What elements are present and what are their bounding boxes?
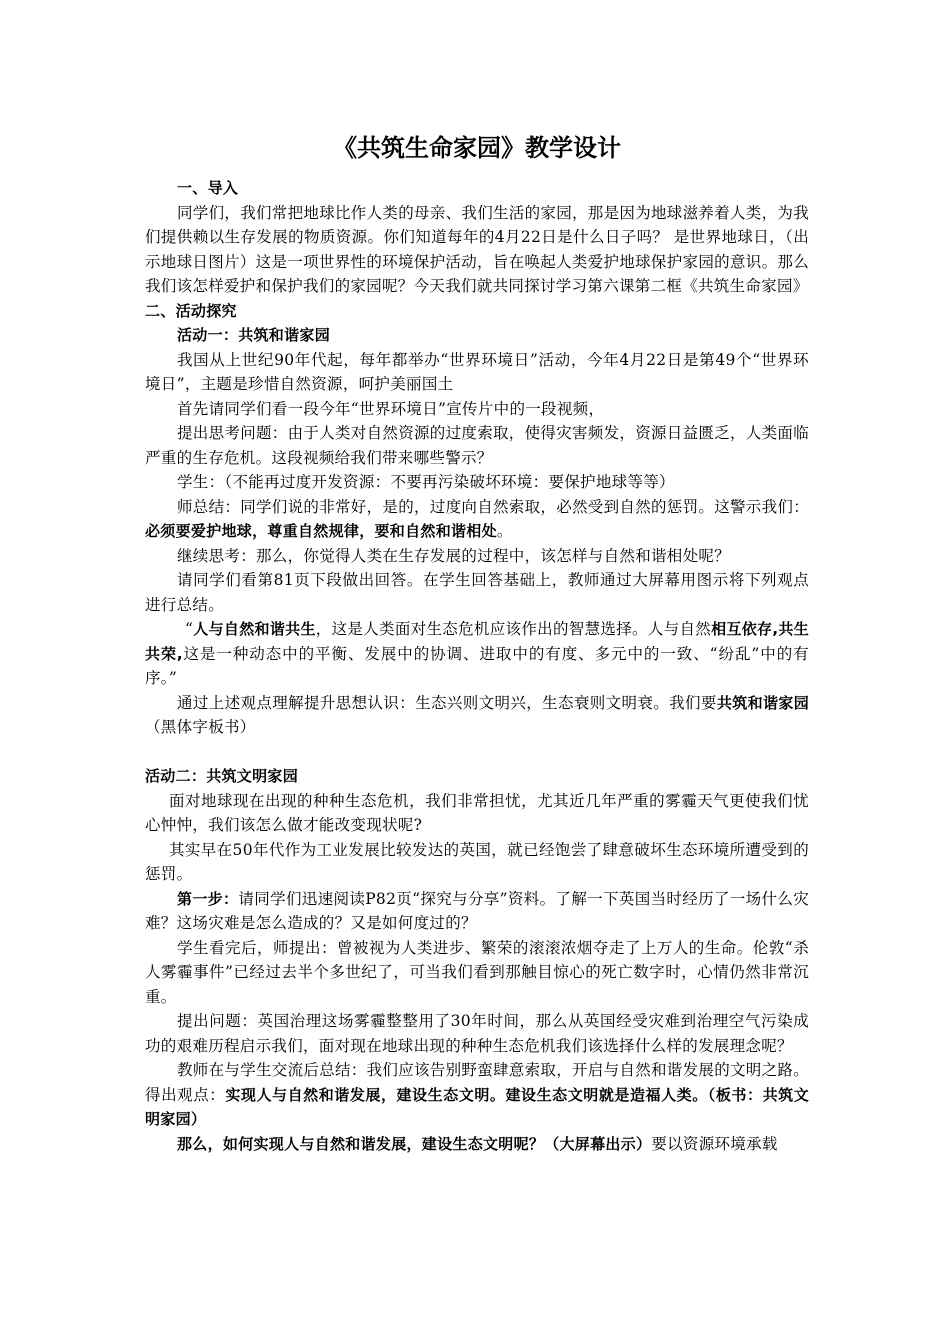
summary-bold: 必须要爱护地球，尊重自然规律，要和自然和谐相处: [145, 522, 497, 540]
conclusion-bold: 实现人与自然和谐发展，建设生态文明。建设生态文明就是造福人类。（板书：共筑文明家园）: [145, 1085, 809, 1128]
paragraph-teacher-summary: [145, 495, 809, 544]
paragraph-conclusion: [145, 1058, 809, 1132]
paragraph-continue-thinking: 继续思考：那么，你觉得人类在生存发展的过程中，该怎样与自然和谐相处呢？: [177, 546, 731, 565]
quote-bold-1: 人与自然和谐共生: [193, 620, 316, 638]
how-text: 要以资源环境承载: [651, 1134, 778, 1153]
paragraph-video: 首先请同学们看一段今年“世界环境日”宣传片中的一段视频，: [177, 399, 605, 418]
step-one-label: 第一步：: [177, 889, 239, 908]
quote-text-2: 这是一种动态中的平衡、发展中的协调、进取中的有度、多元中的一致、“纷乱”中的有序。”: [145, 644, 809, 687]
document-body: [145, 128, 809, 1156]
paragraph-problem: 提出问题：英国治理这场雾霾整整用了30年时间，那么从英国经受灾难到治理空气污染成功的艰难历程启示我们，面对现在地球出现的种种生态危机我们该选择什么样的发展理念呢？: [145, 1012, 809, 1055]
how-bold: 那么，如何实现人与自然和谐发展，建设生态文明呢？（大屏幕出示）: [177, 1134, 652, 1153]
paragraph-britain: 其实早在50年代作为工业发展比较发达的英国，就已经饱尝了肆意破坏生态环境所遭受到的惩罚。: [145, 840, 809, 883]
quote-text-1: ，这是人类面对生态危机应该作出的智慧选择。人与自然: [315, 620, 712, 638]
insight-note: （黑体字板书）: [145, 718, 256, 736]
paragraph-student: 学生：（不能再过度开发资源：不要再污染破坏环境：要保护地球等等）: [177, 473, 675, 491]
paragraph-london-smog: 学生看完后，师提出：曾被视为人类进步、繁荣的滚滚浓烟夺走了上万人的生命。伦敦“杀人雾霾事件”已经过去半个多世纪了，可当我们看到那触目惊心的死亡数字时，心情仍然非常沉重。: [145, 938, 809, 1006]
paragraph-question: 提出思考问题：由于人类对自然资源的过度索取，使得灾害频发，资源日益匮乏，人类面临严重的生存危机。这段视频给我们带来哪些警示？: [145, 424, 810, 467]
paragraph-intro: 同学们，我们常把地球比作人类的母亲、我们生活的家园，那是因为地球滋养着人类，为我们提供赖以生存发展的物质资源。你们知道每年的4月22日是什么日子吗？ 是世界地球日，（出示地球日图片）这是一项世界性的环境保护活动，旨在唤起人类爱护地球保护家园的意识。那么我们该怎样爱护和保护我们的家园呢？今天我们就共同探讨学习第六课第二框《共筑生命家园》: [145, 203, 810, 295]
document-title: 《共筑生命家园》教学设计: [333, 134, 621, 162]
conclusion-text: 教师在与学生交流后总结：我们应该告别野蛮肆意索取，开启与自然和谐发展的文明之路。得出观点：: [145, 1061, 810, 1104]
quote-open: “: [185, 620, 194, 638]
quote-bold-2: 相互依存,共生共荣,: [145, 620, 809, 663]
paragraph-step-one: [145, 887, 809, 936]
paragraph-smog: 面对地球现在出现的种种生态危机，我们非常担忧，尤其近几年严重的雾霾天气更使我们忧心忡忡，我们该怎么做才能改变现状呢?: [145, 791, 809, 834]
summary-text: 师总结：同学们说的非常好，是的，过度向自然索取，必然受到自然的惩罚。这警示我们：: [177, 497, 810, 516]
spacer: [145, 740, 809, 765]
activity-one-heading: 活动一：共筑和谐家园: [177, 326, 331, 344]
insight-bold: 共筑和谐家园: [716, 693, 809, 712]
step-one-text: 请同学们迅速阅读P82页“探究与分享”资料。了解一下英国当时经历了一场什么灾难？这场灾难是怎么造成的？又是如何度过的？: [145, 889, 810, 932]
section-heading-intro: 一、导入: [177, 179, 239, 197]
paragraph-page81: 请同学们看第81页下段做出回答。在学生回答基础上，教师通过大屏幕用图示将下列观点进行总结。: [145, 571, 809, 614]
paragraph-insight: [145, 691, 809, 740]
paragraph-quote: [145, 617, 809, 691]
paragraph-env-day: 我国从上世纪90年代起，每年都举办“世界环境日”活动，今年4月22日是第49个“世界环境日”，主题是珍惜自然资源，呵护美丽国土: [145, 350, 809, 393]
insight-text: 通过上述观点理解提升思想认识：生态兴则文明兴，生态衰则文明衰。我们要: [177, 693, 717, 712]
activity-two-heading: 活动二：共筑文明家园: [145, 767, 299, 785]
summary-end: 。: [496, 522, 513, 540]
section-heading-activities: 二、活动探究: [145, 301, 237, 320]
paragraph-how: [145, 1132, 809, 1157]
